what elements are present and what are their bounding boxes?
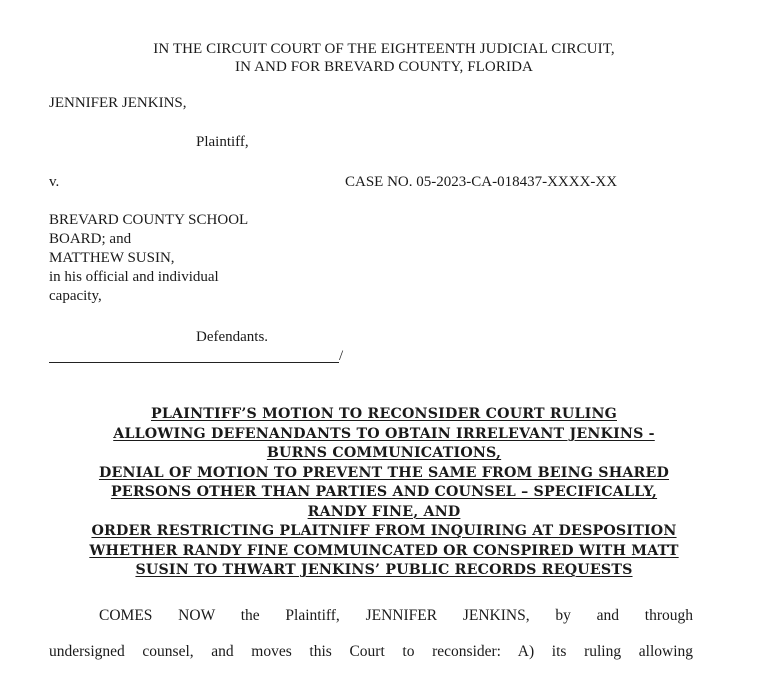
plaintiff-name: JENNIFER JENKINS, (49, 95, 187, 111)
motion-title-line: PLAINTIFF’S MOTION TO RECONSIDER COURT RULING (151, 406, 617, 422)
court-heading (0, 40, 768, 76)
body-text-line: COMES NOW the Plaintiff, JENNIFER JENKINS, by and through (99, 607, 693, 624)
court-heading-line: IN AND FOR BREVARD COUNTY, FLORIDA (235, 59, 533, 75)
defendant-line: BOARD; and (49, 231, 132, 247)
motion-title-line: SUSIN TO THWART JENKINS’ PUBLIC RECORDS REQUESTS (135, 562, 633, 578)
motion-title-line: BURNS COMMUNICATIONS, (266, 445, 502, 461)
caption-rule-slash: / (339, 348, 344, 364)
motion-title-line: RANDY FINE, AND (307, 503, 461, 520)
court-heading-line: IN THE CIRCUIT COURT OF THE EIGHTEENTH JUDICIAL CIRCUIT, (153, 41, 615, 57)
defendant-line: BREVARD COUNTY SCHOOL (49, 212, 249, 228)
case-number: CASE NO. 05-2023-CA-018437-XXXX-XX (345, 174, 618, 190)
defendant-line: MATTHEW SUSIN, (49, 250, 175, 266)
body-text-line: undersigned counsel, and moves this Court to reconsider: A) its ruling allowing (49, 643, 693, 660)
motion-title-line: ORDER RESTRICTING PLAITNIFF FROM INQUIRING AT DESPOSITION (91, 523, 677, 539)
defendant-line: in his official and individual (49, 269, 219, 285)
motion-title-line: PERSONS OTHER THAN PARTIES AND COUNSEL – SPECIFICALLY, (110, 484, 658, 500)
defendant-line: capacity, (49, 288, 102, 304)
motion-title-line: WHETHER RANDY FINE COMMUINCATED OR CONSPIRED WITH MATT (89, 542, 679, 559)
plaintiff-role: Plaintiff, (196, 134, 249, 150)
caption-rule-line (49, 362, 339, 363)
versus-label: v. (49, 174, 60, 190)
defendants-role: Defendants. (196, 329, 269, 345)
motion-title-line: DENIAL OF MOTION TO PREVENT THE SAME FROM BEING SHARED (98, 464, 670, 481)
defendants-block (49, 211, 248, 306)
motion-title (0, 405, 768, 581)
motion-title-line: ALLOWING DEFENANDANTS TO OBTAIN IRRELEVANT JENKINS - (113, 425, 655, 442)
